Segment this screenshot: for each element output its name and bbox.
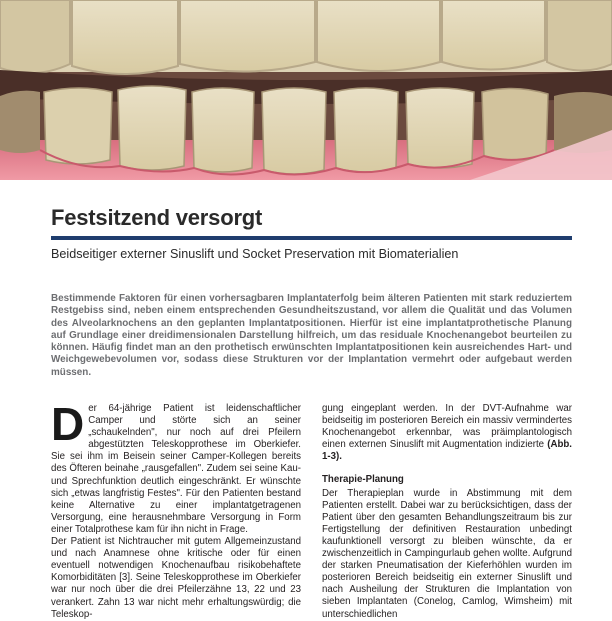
left-paragraph-1 <box>51 398 301 536</box>
teeth-illustration <box>0 0 612 180</box>
article-subtitle: Beidseitiger externer Sinuslift und Socket Preservation mit Biomaterialien <box>51 247 459 261</box>
figure-reference: (Abb. 1-3). <box>322 439 572 463</box>
lead-paragraph: Bestimmende Faktoren für einen vorhersagbaren Implantaterfolg beim älteren Patienten mit stark reduziertem Restgebiss sind, neben einem entsprechenden Gesundheitszustand, vor allem die Qualität und das Volumen des Alveolarknochens an den geplanten Implantatpositionen. Hierfür ist eine implantatprothetische Planung auf Grundlage einer dreidimensionalen Darstellung hilfreich, um das residuale Knochenangebot beurteilen zu können. Häufig findet man an den prothetisch erwünschten Implantatpositionen kein ausreichendes Hart- und Weichgewebevolumen vor, sodass diese Strukturen vor der Implantation vermehrt oder aufgebaut werden müssen. <box>51 293 572 378</box>
article-title: Festsitzend versorgt <box>51 205 263 230</box>
right-paragraph-2: Der Therapieplan wurde in Abstimmung mit dem Patienten erstellt. Dabei war zu berücksichtigen, dass der Patient über den gesamten Behandlungszeitraum bis zur Fertigstellung der definitiven Restauration unbedingt kaufunktionell versorgt zu bleiben wünschte, da er zwischenzeitlich in Campingurlaub gehen wollte. Aufgrund der starken Pneumatisation der Kieferhöhlen wurden im posterioren Bereich beidseitig ein externer Sinuslift und nach Ausheilung der Strukturen die Implantation von sieben Implantaten (Conelog, Camlog, Wimsheim) mit unterschiedlichen <box>322 487 572 620</box>
title-rule <box>51 236 572 240</box>
section-heading: Therapie-Planung <box>322 474 404 486</box>
left-paragraph-1-text: er 64-jährige Patient ist leidenschaftlicher Camper und störte sich an seiner „schaukelnden", nur noch auf drei Pfeilern abgestützten Teleskopprothese im Oberkiefer. Sie sei ihm im Beisein seiner Camper-Kollegen bereits des Öfteren beinahe „rausgefallen". Zudem sei seine Kau- und Sprechfunktion deutlich eingeschränkt. Er wünschte sich „etwas langfristig Festes". Für den Patienten bestand keine Alternative zu einer implantatgetragenen Versorgung, eine herausnehmbare Versorgung in Form einer Totalprothese kam für ihn nicht in Frage. <box>51 403 301 535</box>
column-left <box>51 398 301 621</box>
right-paragraph-1 <box>322 403 572 463</box>
left-paragraph-2: Der Patient ist Nichtraucher mit gutem Allgemeinzustand und nach Anamnese ohne kritische oder für einen eventuell notwendigen Knochenaufbau risikobehaftete Komorbiditäten [3]. Seine Teleskopprothese im Oberkiefer war nur noch über die drei Pfeilerzähne 13, 22 und 23 verankert. Zahn 13 war nicht mehr erhaltungswürdig; die Teleskop- <box>51 536 301 620</box>
teeth-photo <box>0 0 612 180</box>
right-paragraph-1-text: gung eingeplant werden. In der DVT-Aufnahme war beidseitig im posterioren Bereich ein massiv vermindertes Knochenangebot erkennbar, was präimplantologisch einen externen Sinuslift mit Augmentation indizierte <box>322 403 572 451</box>
column-right <box>322 403 572 621</box>
drop-cap: D <box>51 398 85 450</box>
